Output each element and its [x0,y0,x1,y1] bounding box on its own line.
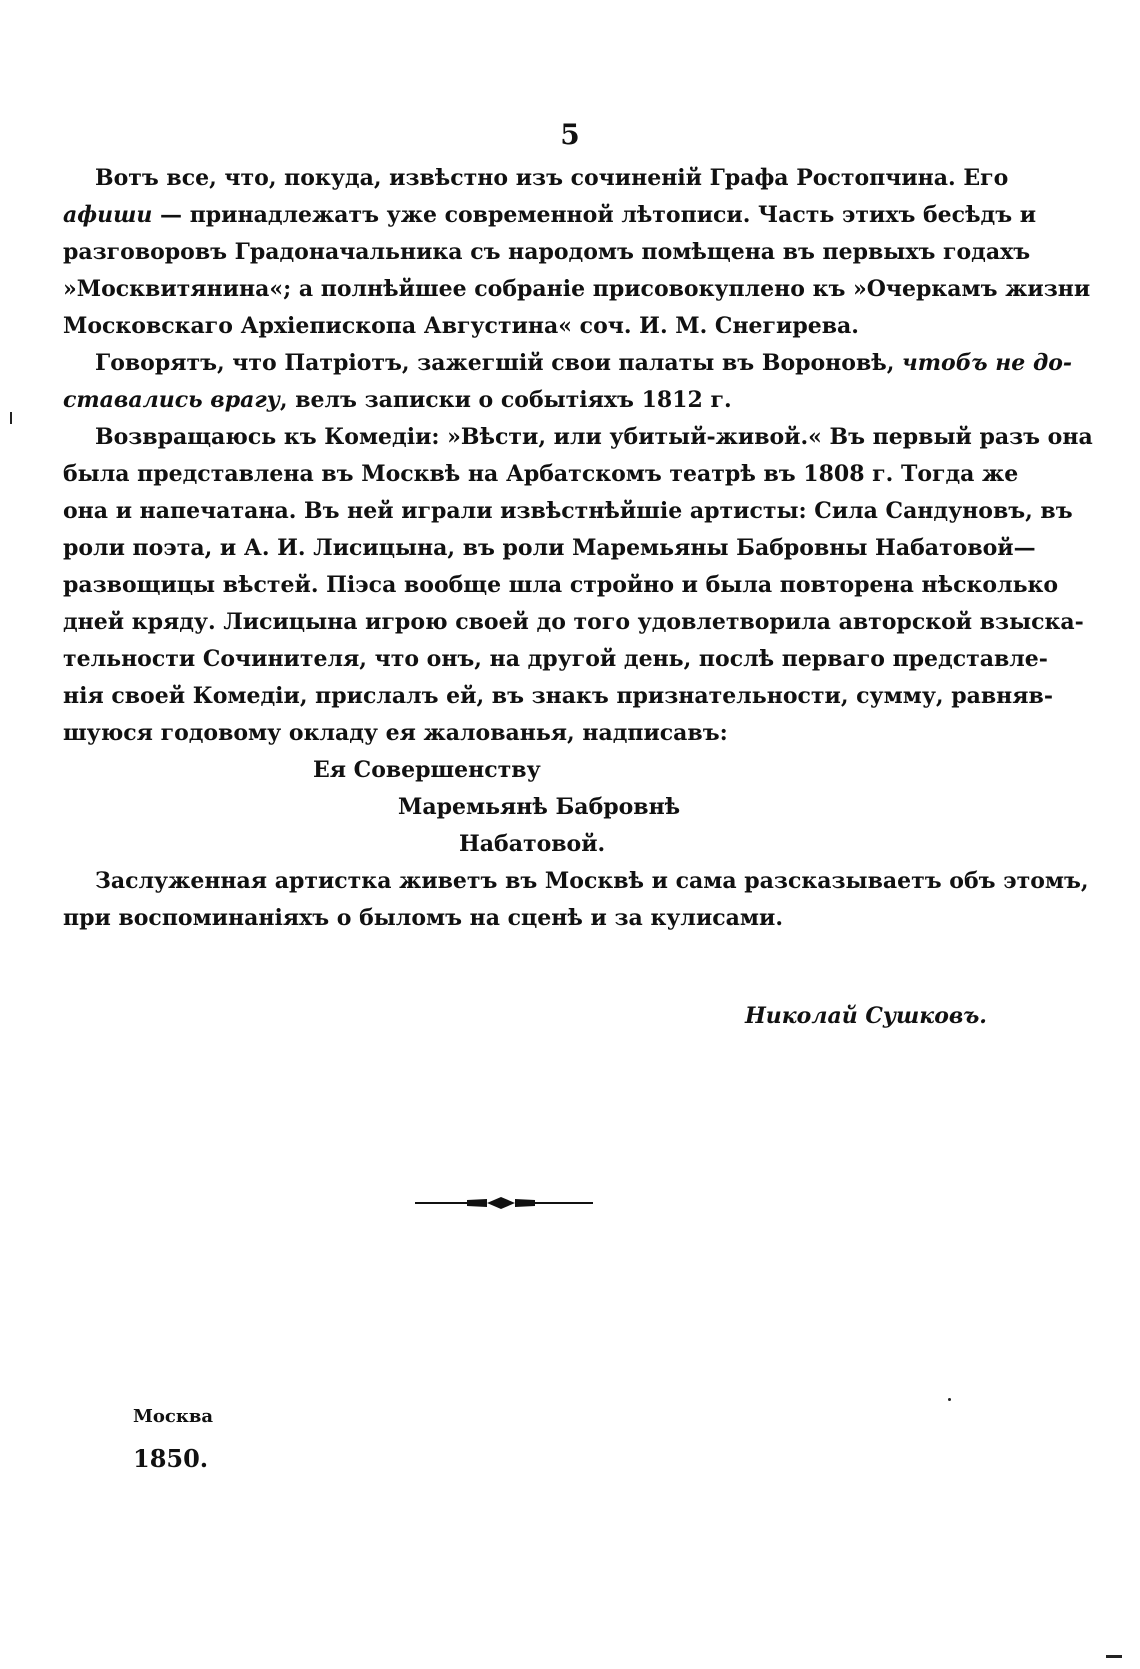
imprint-city: Москва [133,1406,214,1427]
text-line: развощицы вѣстей. Піэса вообще шла стройно и была повторена нѣсколько [63,572,1059,598]
text-line: Возвращаюсь къ Комедіи: »Вѣсти, или убитый-живой.« Въ первый разъ она [95,424,1093,450]
ornament-divider-icon [415,1195,615,1211]
imprint-year: 1850. [133,1444,209,1473]
paragraph-1 [63,160,1091,345]
text-line: Заслуженная артистка живетъ въ Москвѣ и сама разсказываетъ объ этомъ, [95,868,1089,894]
text-line: дней кряду. Лисицына игрою своей до того удовлетворила авторской взыска- [63,609,1084,635]
text-line: шуюся годовому окладу ея жалованья, надписавъ: [63,720,728,746]
dedication-line: Ея Совершенству [313,757,541,783]
text-line: разговоровъ Градоначальника съ народомъ помѣщена въ первыхъ годахъ [63,239,1031,265]
body-text [63,160,1093,937]
text-line: при воспоминаніяхъ о быломъ на сценѣ и за кулисами. [63,905,783,931]
page-number: 5 [560,118,580,151]
text-line: »Москвитянина«; а полнѣйшее собраніе присовокуплено къ »Очеркамъ жизни [63,276,1091,302]
text-line: роли поэта, и А. И. Лисицына, въ роли Маремьяны Бабровны Набатовой— [63,535,1036,561]
paragraph-2 [63,345,1073,419]
italic-phrase: чтобъ не до- [902,350,1073,376]
dedication-line: Набатовой. [459,831,606,857]
imprint [133,1396,213,1480]
text-line: афиши — принадлежатъ уже современной лѣтописи. Часть этихъ бесѣдъ и [63,202,1037,228]
dedication [63,752,983,863]
text-line: Говорятъ, что Патріотъ, зажегшій свои палаты въ Вороновѣ, чтобъ не до- [95,350,1073,376]
dedication-line: Маремьянѣ Бабровнѣ [398,794,681,820]
ink-dot [948,1398,951,1401]
ink-dot [1106,1655,1122,1658]
text-line: Московскаго Архіепископа Августина« соч. И. М. Снегирева. [63,313,859,339]
text-line: тельности Сочинителя, что онъ, на другой день, послѣ перваго представле- [63,646,1048,672]
text-line: она и напечатана. Въ ней играли извѣстнѣйшіе артисты: Сила Сандуновъ, въ [63,498,1073,524]
paragraph-3 [63,419,1093,752]
text-line: нія своей Комедіи, прислалъ ей, въ знакъ признательности, сумму, равняв- [63,683,1053,709]
signature-text: Николай Сушковъ. [745,1003,987,1029]
italic-phrase: ставались врагу [63,387,280,413]
text-line: ставались врагу, велъ записки о событіяхъ 1812 г. [63,387,732,413]
italic-word: афиши [63,202,153,228]
text-line: была представлена въ Москвѣ на Арбатскомъ театрѣ въ 1808 г. Тогда же [63,461,1019,487]
margin-mark [10,412,12,424]
text-line: Вотъ все, что, покуда, извѣстно изъ сочиненій Графа Ростопчина. Его [95,165,1009,191]
closing-paragraph [63,863,1089,937]
